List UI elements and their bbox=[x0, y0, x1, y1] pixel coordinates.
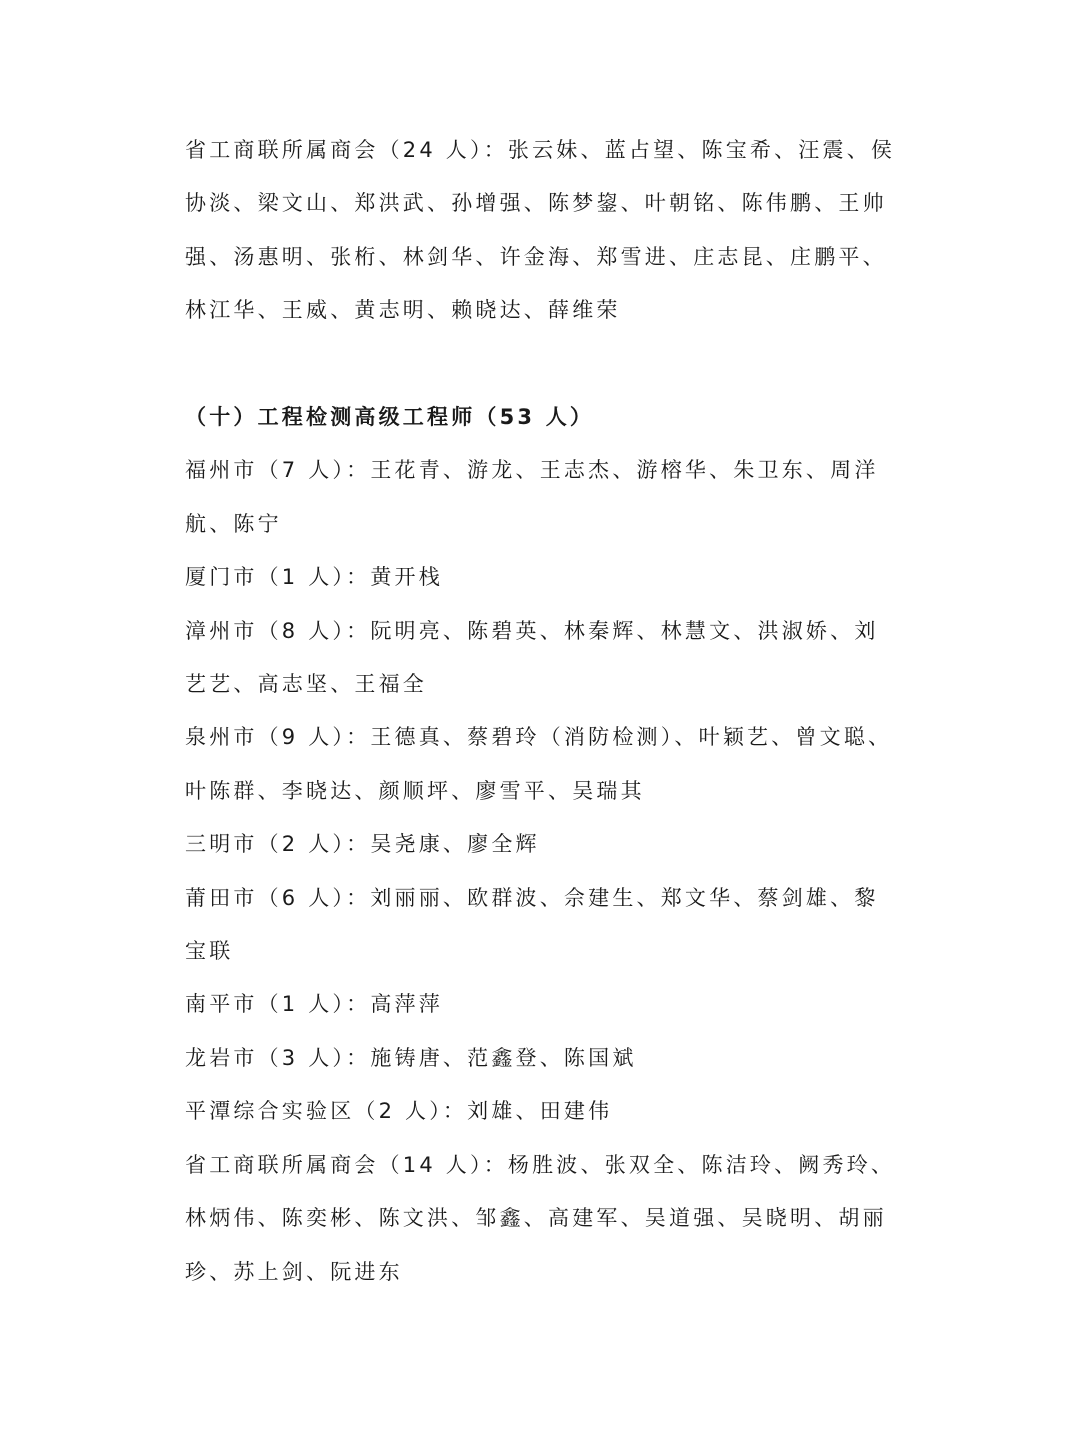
entry-longyan: 龙岩市（3 人）：施铸唐、范鑫登、陈国斌 bbox=[185, 1045, 637, 1070]
entry-sanming: 三明市（2 人）：吴尧康、廖全辉 bbox=[185, 832, 540, 857]
section-heading: （十）工程检测高级工程师（53 人） bbox=[185, 405, 595, 430]
paragraph-chamber-commerce-24: 省工商联所属商会（24 人）：张云妹、蓝占望、陈宝希、汪震、侯协淡、梁文山、郑洪武、孙增强、陈梦鋆、叶朝铭、陈伟鹏、王帅强、汤惠明、张桁、林剑华、许金海、郑雪进、庄志昆、庄鹏平、林江华、王威、黄志明、赖晓达、薛维荣 bbox=[185, 138, 896, 323]
paragraph-gap bbox=[185, 338, 900, 391]
entry-nanping: 南平市（1 人）：高萍萍 bbox=[185, 992, 443, 1017]
entry-xiamen: 厦门市（1 人）：黄开栈 bbox=[185, 565, 443, 590]
entry-putian: 莆田市（6 人）：刘丽丽、欧群波、佘建生、郑文华、蔡剑雄、黎宝联 bbox=[185, 885, 879, 964]
entry-quanzhou: 泉州市（9 人）：王德真、蔡碧玲（消防检测）、叶颖艺、曾文聪、叶陈群、李晓达、颜顺坪、廖雪平、吴瑞其 bbox=[185, 725, 893, 803]
entry-pingtan: 平潭综合实验区（2 人）：刘雄、田建伟 bbox=[185, 1099, 613, 1124]
entry-zhangzhou: 漳州市（8 人）：阮明亮、陈碧英、林秦辉、林慧文、洪淑娇、刘艺艺、高志坚、王福全 bbox=[185, 618, 879, 697]
entry-chamber-commerce-14: 省工商联所属商会（14 人）：杨胜波、张双全、陈洁玲、阙秀玲、林炳伟、陈奕彬、陈文洪、邹鑫、高建军、吴道强、吴晓明、胡丽珍、苏上剑、阮进东 bbox=[185, 1152, 896, 1284]
document-body bbox=[185, 124, 900, 1299]
entry-fuzhou: 福州市（7 人）：王花青、游龙、王志杰、游榕华、朱卫东、周洋航、陈宁 bbox=[185, 458, 879, 536]
